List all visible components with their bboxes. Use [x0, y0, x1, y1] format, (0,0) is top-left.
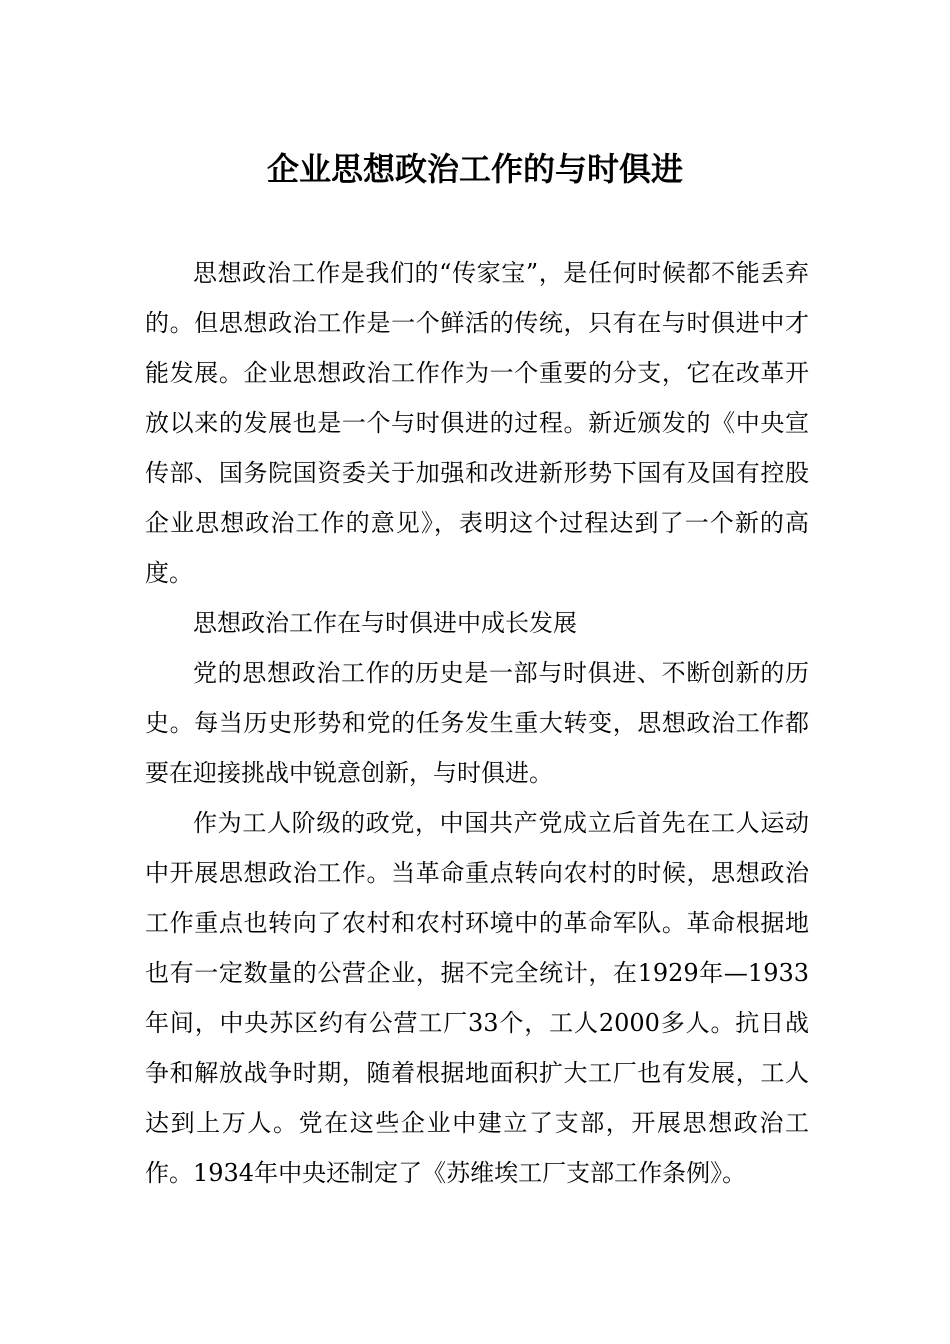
paragraph-intro: 思想政治工作是我们的“传家宝”，是任何时候都不能丢弃的。但思想政治工作是一个鲜活的传统，只有在与时俱进中才能发展。企业思想政治工作作为一个重要的分支，它在改革开放以来的发展也是一个与时俱进的过程。新近颁发的《中央宣传部、国务院国资委关于加强和改进新形势下国有及国有控股企业思想政治工作的意见》，表明这个过程达到了一个新的高度。	[145, 259, 809, 587]
document-body	[145, 248, 809, 1198]
paragraph-early-party: 作为工人阶级的政党，中国共产党成立后首先在工人运动中开展思想政治工作。当革命重点转向农村的时候，思想政治工作重点也转向了农村和农村环境中的革命军队。革命根据地也有一定数量的公营企业，据不完全统计，在1929年—1933年间，中央苏区约有公营工厂33个，工人2000多人。抗日战争和解放战争时期，随着根据地面积扩大工厂也有发展，工人达到上万人。党在这些企业中建立了支部，开展思想政治工作。1934年中央还制定了《苏维埃工厂支部工作条例》。	[145, 809, 809, 1187]
paragraph-history: 党的思想政治工作的历史是一部与时俱进、不断创新的历史。每当历史形势和党的任务发生重大转变，思想政治工作都要在迎接挑战中锐意创新，与时俱进。	[145, 659, 809, 787]
document-title: 企业思想政治工作的与时俱进	[266, 150, 683, 188]
section-heading: 思想政治工作在与时俱进中成长发展	[193, 609, 577, 637]
